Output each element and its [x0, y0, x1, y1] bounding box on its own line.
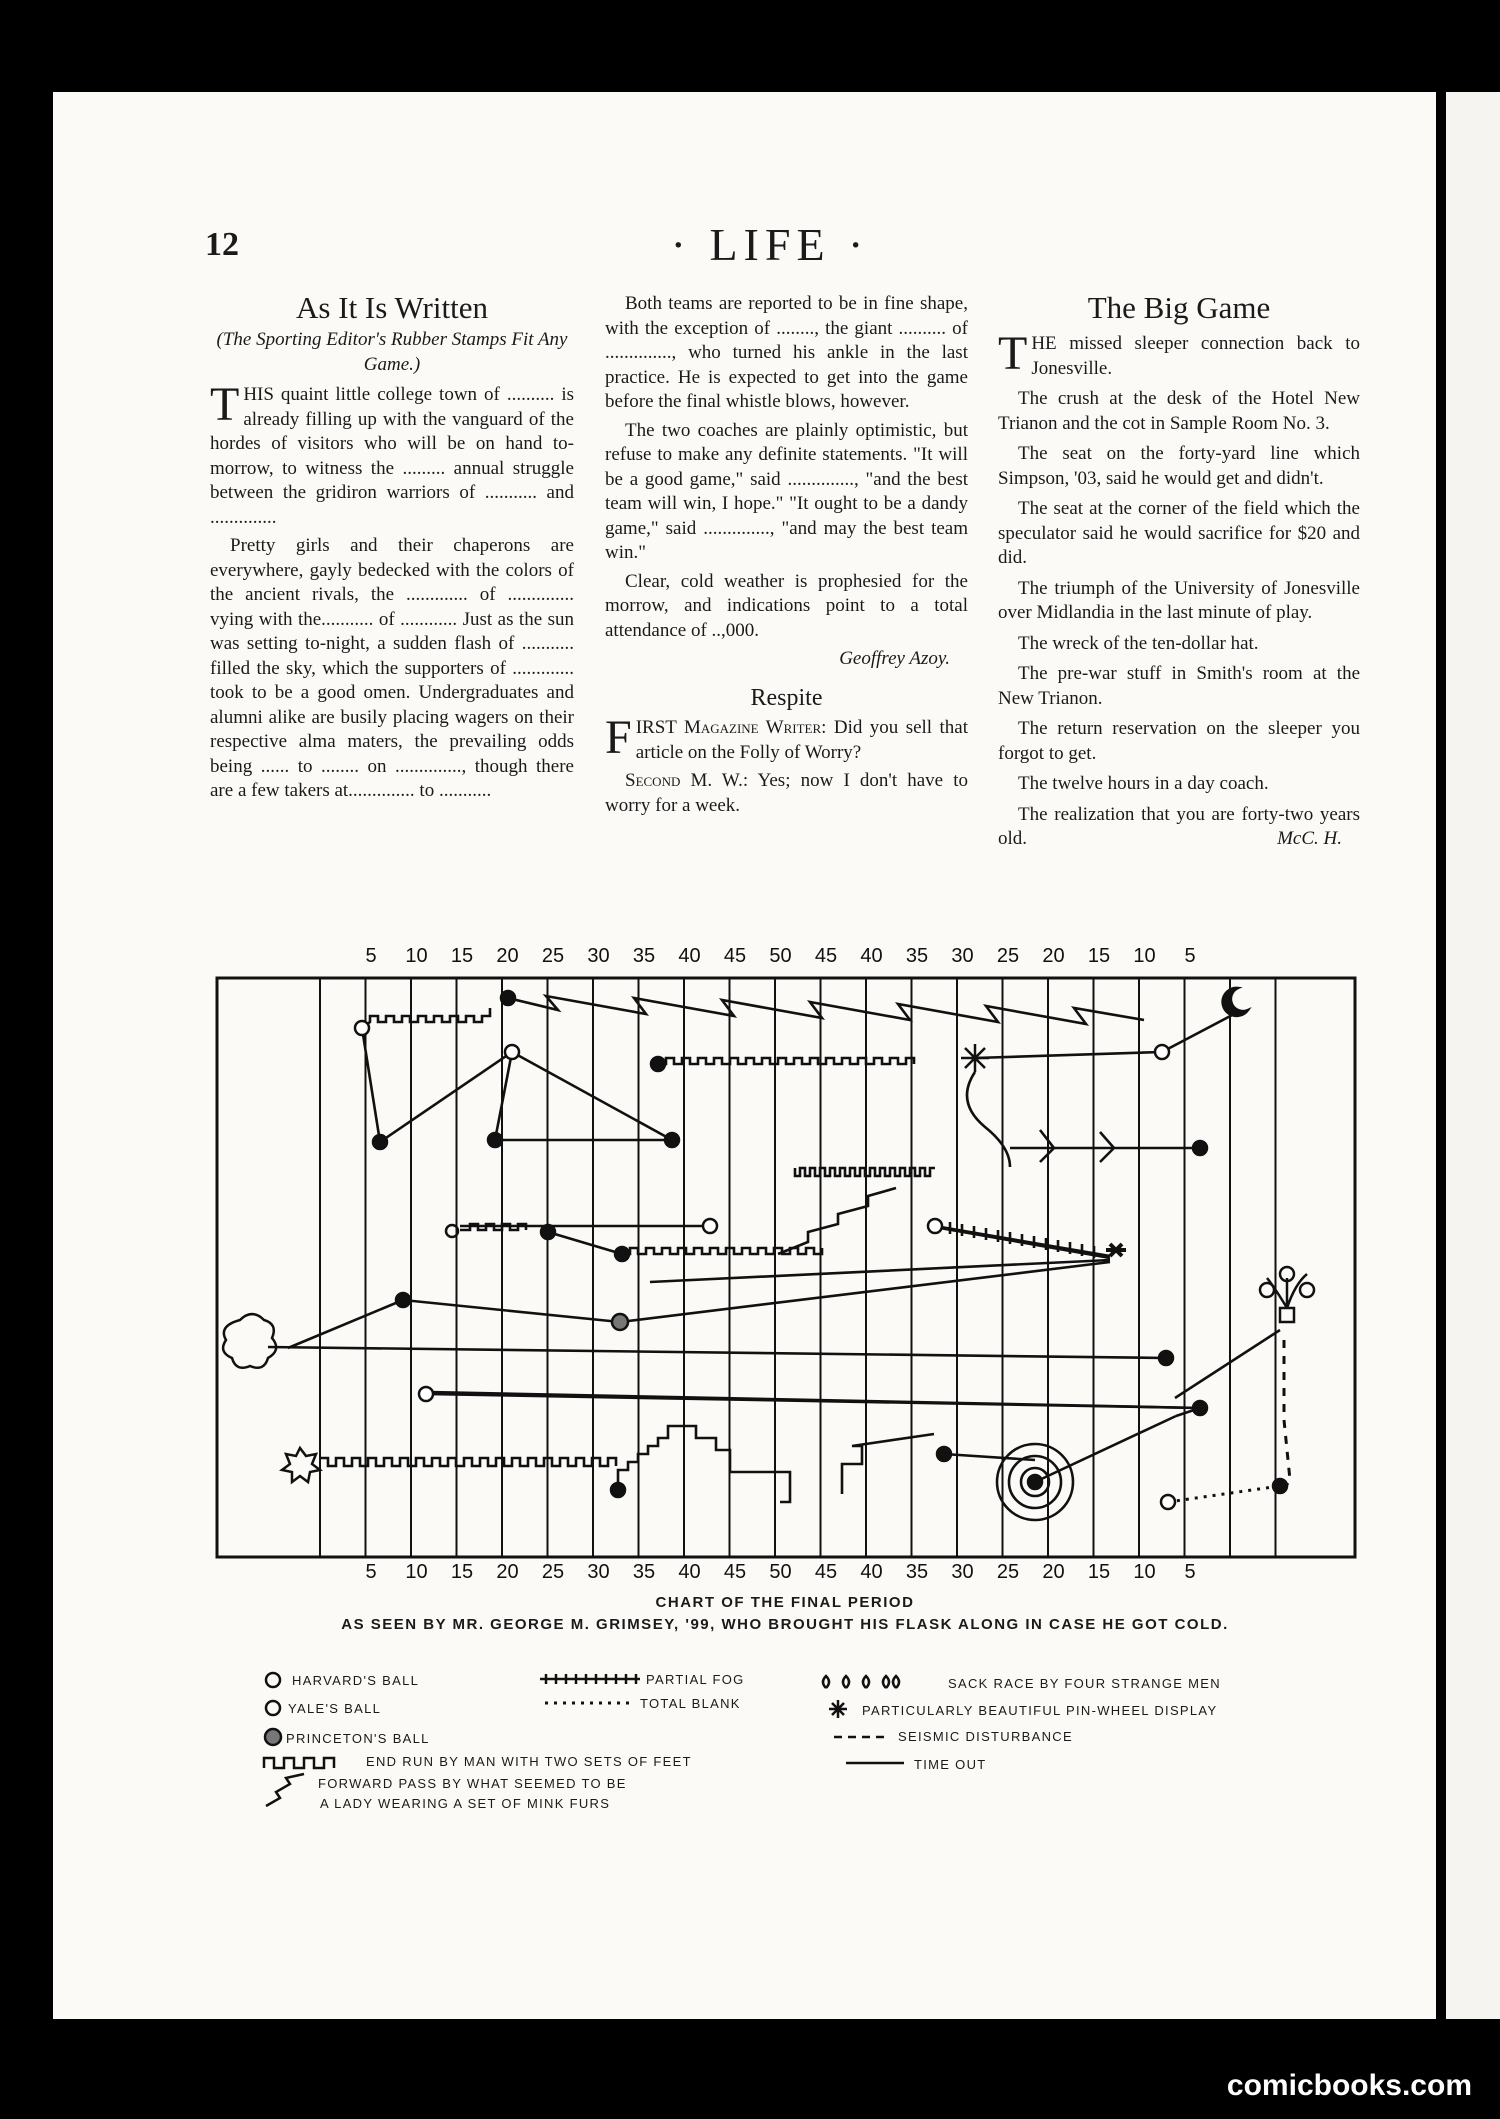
forward-pass-icon [266, 1774, 304, 1806]
yard-label: 45 [814, 945, 838, 967]
partial-fog-icon [540, 1674, 640, 1684]
yard-label: 35 [905, 1561, 929, 1583]
article-paragraph: Pretty girls and their chaperons are everywhere, gayly bedecked with the colors of the ancient rivals, the ............. of .............. vying with the........... of ............ Just as the sun was setting to-night, a sudden flash of ........... filled the sky, which the supporters of ............. took to be a good omen. Undergraduates and alumni alike are busily placing wagers on their respective alma maters, the prevailing odds being ...... to ........ on .............., though there are a few takers at.............. to ........... [210, 535, 574, 801]
article-title: As It Is Written [296, 290, 488, 325]
article-paragraph: Both teams are reported to be in fine shape, with the exception of ........, the giant .......... of .............., who turned his ankle in the last practice. He is expected to get into the game before the final whistle blows, however. [605, 293, 968, 412]
article-title: Respite [750, 684, 823, 711]
legend-sack-race: SACK RACE BY FOUR STRANGE MEN [948, 1676, 1221, 1691]
yard-label: 20 [1042, 945, 1065, 967]
yard-label: 45 [814, 1561, 838, 1583]
article-title: The Big Game [1087, 290, 1271, 325]
yard-label: 20 [496, 1561, 519, 1583]
yard-label: 15 [450, 945, 474, 967]
article-signature: Geoffrey Azoy. [839, 648, 950, 669]
yard-label: 5 [1184, 945, 1196, 967]
yard-label: 40 [678, 945, 701, 967]
list-item: The crush at the desk of the Hotel New Trianon and the cot in Sample Room No. 3. [998, 388, 1360, 434]
legend-pinwheel: PARTICULARLY BEAUTIFUL PIN-WHEEL DISPLAY [862, 1703, 1218, 1718]
yard-label: 30 [587, 1561, 610, 1583]
yale-ball-icon [266, 1701, 280, 1715]
sack-race-icon [823, 1676, 899, 1688]
page-number: 12 [205, 226, 239, 263]
dialogue-line: Second M. W.: Yes; now I don't have to worry for a week. [605, 770, 968, 816]
yard-label: 50 [769, 1561, 792, 1583]
legend-seismic: SEISMIC DISTURBANCE [898, 1729, 1073, 1744]
yard-label: 20 [496, 945, 519, 967]
article-paragraph: Clear, cold weather is prophesied for the morrow, and indications point to a total attendance of ..,000. [605, 570, 968, 641]
watermark: comicbooks.com [1226, 2069, 1472, 2102]
yard-label: 10 [1133, 945, 1156, 967]
drop-cap: F [605, 711, 632, 764]
yard-label: 40 [860, 1561, 883, 1583]
yard-label: 30 [951, 945, 974, 967]
yard-label: 10 [1133, 1561, 1156, 1583]
drop-cap: T [210, 378, 240, 431]
yard-label: 30 [951, 1561, 974, 1583]
princeton-ball-icon [265, 1729, 281, 1745]
chart-subtitle: AS SEEN BY MR. GEORGE M. GRIMSEY, '99, WHO BROUGHT HIS FLASK ALONG IN CASE HE GOT COLD. [341, 1616, 1229, 1633]
list-item: The wreck of the ten-dollar hat. [1018, 632, 1259, 654]
list-item: The return reservation on the sleeper you forgot to get. [998, 718, 1360, 764]
legend-end-run: END RUN BY MAN WITH TWO SETS OF FEET [366, 1754, 692, 1769]
masthead: · LIFE · [670, 219, 870, 270]
pinwheel-icon [829, 1700, 847, 1718]
legend-forward-pass: FORWARD PASS BY WHAT SEEMED TO BE [318, 1776, 627, 1791]
chart-title: CHART OF THE FINAL PERIOD [655, 1594, 915, 1611]
legend-princeton: PRINCETON'S BALL [286, 1731, 430, 1746]
yard-label: 10 [405, 1561, 428, 1583]
end-run-icon [264, 1758, 334, 1768]
legend-partial-fog: PARTIAL FOG [646, 1672, 745, 1687]
list-item: The pre-war stuff in Smith's room at the New Trianon. [998, 663, 1360, 709]
legend-yale: YALE'S BALL [288, 1701, 382, 1716]
yard-label: 15 [450, 1561, 474, 1583]
yard-label: 25 [996, 945, 1020, 967]
legend-forward-pass-2: A LADY WEARING A SET OF MINK FURS [320, 1796, 611, 1811]
yard-label: 25 [996, 1561, 1020, 1583]
yard-label: 5 [1184, 1561, 1196, 1583]
harvard-ball-icon [266, 1673, 280, 1687]
legend-harvard: HARVARD'S BALL [292, 1673, 420, 1688]
list-item: The twelve hours in a day coach. [1018, 773, 1269, 794]
article-signature: McC. H. [1277, 828, 1342, 849]
yard-label: 35 [632, 1561, 656, 1583]
yard-label: 40 [678, 1561, 701, 1583]
drop-cap: T [998, 327, 1028, 380]
article-paragraph: THIS quaint little college town of .......... is already filling up with the vanguard of the hordes of visitors who will be on hand to-morrow, to witness the ......... annual struggle between the gridiron warriors of ........... and .............. [210, 378, 574, 528]
yard-label: 35 [632, 945, 656, 967]
yard-label: 35 [905, 945, 929, 967]
list-item: The triumph of the University of Jonesville over Midlandia in the last minute of play. [998, 577, 1360, 623]
yard-label: 40 [860, 945, 883, 967]
yard-label: 15 [1087, 945, 1111, 967]
yard-label: 20 [1042, 1561, 1065, 1583]
yard-label: 5 [365, 1561, 377, 1583]
yard-label: 25 [541, 945, 565, 967]
legend-time-out: TIME OUT [914, 1757, 987, 1772]
yard-label: 45 [723, 1561, 747, 1583]
article-paragraph: THE missed sleeper connection back to Jonesville. [998, 327, 1360, 380]
yard-label: 50 [769, 945, 792, 967]
list-item: The realization that you are forty-two years old. McC. H. [998, 803, 1360, 852]
yard-label: 30 [587, 945, 610, 967]
legend-total-blank: TOTAL BLANK [640, 1696, 741, 1711]
yard-label: 5 [365, 945, 377, 967]
article-paragraph: The two coaches are plainly optimistic, but refuse to make any definite statements. "It will be a good game," said .............., "and the best team will win, I hope." "It ought to be a dandy game," said .............., "and may the best team win." [605, 419, 968, 563]
list-item: The seat at the corner of the field which the speculator said he would sacrifice for $20 and did. [998, 498, 1360, 568]
yard-label: 45 [723, 945, 747, 967]
yard-label: 25 [541, 1561, 565, 1583]
yard-label: 10 [405, 945, 428, 967]
dialogue-line: FIRST Magazine Writer: Did you sell that article on the Folly of Worry? [605, 711, 968, 764]
list-item: The seat on the forty-yard line which Simpson, '03, said he would get and didn't. [998, 443, 1360, 489]
yard-label: 15 [1087, 1561, 1111, 1583]
article-subtitle: (The Sporting Editor's Rubber Stamps Fit Any Game.) [216, 329, 568, 375]
